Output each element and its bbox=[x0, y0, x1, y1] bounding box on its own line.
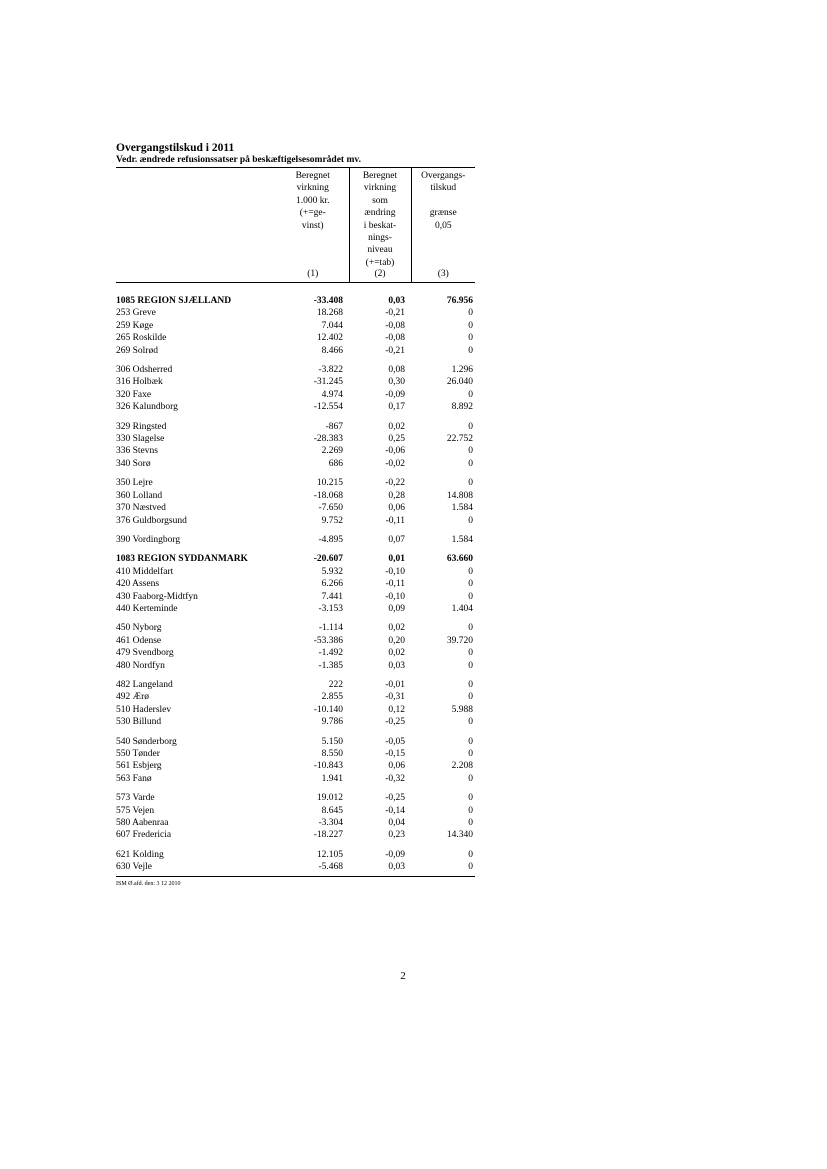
table-row bbox=[116, 376, 475, 388]
column-header-line: nings- bbox=[368, 233, 392, 244]
value-col3: 0 bbox=[468, 515, 473, 526]
municipality-name: 607 Fredericia bbox=[116, 830, 172, 841]
value-col1: -3.304 bbox=[318, 818, 343, 829]
value-col3: 0 bbox=[468, 308, 473, 319]
table-row bbox=[116, 805, 475, 817]
municipality-name: 370 Næstved bbox=[116, 503, 166, 514]
table-row bbox=[116, 345, 475, 357]
municipality-name: 540 Sønderborg bbox=[116, 736, 177, 747]
table-header-row bbox=[116, 168, 475, 283]
table-row bbox=[116, 691, 475, 703]
table-row bbox=[116, 414, 475, 433]
table-row bbox=[116, 470, 475, 489]
value-col1: -867 bbox=[325, 421, 343, 432]
municipality-name: 550 Tønder bbox=[116, 749, 160, 759]
column-header-line: 0,05 bbox=[434, 220, 452, 231]
value-col1: 5.932 bbox=[321, 566, 343, 577]
value-col1: 8.550 bbox=[321, 749, 343, 759]
value-col3: 0 bbox=[468, 591, 473, 602]
value-col3: 0 bbox=[468, 818, 473, 829]
value-col1: -31.245 bbox=[313, 377, 343, 388]
value-col3: 0 bbox=[468, 579, 473, 590]
header-blank-cell bbox=[116, 168, 277, 283]
value-col2: -0,11 bbox=[385, 579, 405, 590]
value-col1: -18.227 bbox=[313, 830, 343, 841]
municipality-name: 580 Aabenraa bbox=[116, 818, 169, 829]
table-row bbox=[116, 660, 475, 672]
municipality-name: 1083 REGION SYDDANMARK bbox=[116, 554, 248, 565]
value-col3: 0 bbox=[468, 345, 473, 356]
value-col1: 2.855 bbox=[321, 692, 343, 703]
value-col1: -18.068 bbox=[313, 490, 343, 501]
table-row bbox=[116, 773, 475, 785]
value-col1: -10.140 bbox=[313, 704, 343, 715]
value-col1: -5.468 bbox=[277, 861, 349, 876]
value-col1: -7.650 bbox=[318, 503, 343, 514]
municipality-name: 336 Stevns bbox=[116, 446, 158, 457]
value-col1: -12.554 bbox=[313, 402, 343, 413]
table-row bbox=[116, 842, 475, 861]
value-col1: 7.441 bbox=[321, 591, 343, 602]
value-col2: -0,25 bbox=[385, 793, 405, 804]
value-col3: 8.892 bbox=[451, 402, 473, 413]
region-total-row bbox=[116, 283, 475, 308]
value-col2: 0,17 bbox=[388, 402, 405, 413]
value-col1: 12.105 bbox=[316, 849, 343, 860]
value-col3: 5.988 bbox=[451, 704, 473, 715]
value-col1: -1.114 bbox=[318, 623, 343, 634]
value-col2: 0,20 bbox=[388, 635, 405, 646]
value-col1: 10.215 bbox=[316, 478, 343, 489]
table-row bbox=[116, 490, 475, 502]
value-col2: -0,25 bbox=[385, 717, 405, 728]
value-col2: 0,06 bbox=[388, 761, 405, 772]
municipality-name: 563 Fanø bbox=[116, 773, 152, 784]
table-row bbox=[116, 748, 475, 760]
value-col3: 1.584 bbox=[451, 503, 473, 514]
table-row bbox=[116, 817, 475, 829]
column-header-line: niveau bbox=[367, 245, 393, 256]
municipality-name: 450 Nyborg bbox=[116, 623, 162, 634]
value-col2: 0,01 bbox=[388, 554, 405, 565]
value-col2: -0,31 bbox=[385, 692, 405, 703]
value-col3: 0 bbox=[468, 446, 473, 457]
value-col1: -3.153 bbox=[318, 603, 343, 614]
municipality-name: 621 Kolding bbox=[116, 849, 164, 860]
value-col1: 6.266 bbox=[321, 579, 343, 590]
value-col2: 0,23 bbox=[388, 830, 405, 841]
municipality-name: 350 Lejre bbox=[116, 478, 153, 489]
value-col2: 0,03 bbox=[349, 861, 411, 876]
table-row bbox=[116, 389, 475, 401]
data-table bbox=[116, 167, 475, 877]
value-col1: -1.492 bbox=[318, 648, 343, 659]
municipality-name: 410 Middelfart bbox=[116, 566, 174, 577]
value-col2: 0,06 bbox=[388, 503, 405, 514]
table-row bbox=[116, 591, 475, 603]
column-header-3 bbox=[411, 168, 475, 283]
value-col1: -53.386 bbox=[313, 635, 343, 646]
value-col2: 0,09 bbox=[388, 603, 405, 614]
value-col2: 0,04 bbox=[388, 818, 405, 829]
municipality-name: 440 Kerteminde bbox=[116, 603, 178, 614]
value-col2: 0,28 bbox=[388, 490, 405, 501]
municipality-name: 630 Vejle bbox=[116, 861, 277, 876]
value-col1: 4.974 bbox=[321, 389, 343, 400]
page-number: 2 bbox=[400, 970, 406, 982]
value-col3: 0 bbox=[468, 478, 473, 489]
value-col2: -0,10 bbox=[385, 566, 405, 577]
column-header-line: vinst) bbox=[301, 220, 324, 231]
value-col3: 0 bbox=[468, 679, 473, 690]
value-col1: -28.383 bbox=[313, 434, 343, 445]
table-row bbox=[116, 401, 475, 413]
column-header-line: som bbox=[372, 195, 388, 206]
table-row bbox=[116, 704, 475, 716]
value-col3: 0 bbox=[468, 717, 473, 728]
value-col3: 14.808 bbox=[446, 490, 473, 501]
column-header-line: virkning bbox=[296, 183, 329, 194]
value-col1: -33.408 bbox=[313, 296, 343, 306]
municipality-name: 390 Vordingborg bbox=[116, 534, 181, 545]
column-number: (2) bbox=[374, 268, 386, 279]
value-col2: 0,02 bbox=[388, 421, 405, 432]
value-col3: 0 bbox=[468, 648, 473, 659]
table-row bbox=[116, 672, 475, 691]
value-col2: -0,21 bbox=[385, 308, 405, 319]
municipality-name: 306 Odsherred bbox=[116, 365, 173, 376]
value-col2: -0,08 bbox=[385, 320, 405, 331]
column-header-line: ændring bbox=[364, 208, 396, 219]
municipality-name: 360 Lolland bbox=[116, 490, 163, 501]
value-col2: -0,15 bbox=[385, 749, 405, 759]
value-col2: 0,03 bbox=[388, 660, 405, 671]
column-number: (1) bbox=[307, 268, 319, 279]
document bbox=[116, 142, 475, 888]
footnote: ISM Ø.afd. den: 3 12 2010 bbox=[116, 880, 181, 887]
table-row bbox=[116, 502, 475, 514]
municipality-name: 561 Esbjerg bbox=[116, 761, 162, 772]
value-col3: 0 bbox=[468, 389, 473, 400]
value-col3: 0 bbox=[468, 623, 473, 634]
value-col2: -0,32 bbox=[385, 773, 405, 784]
table-row bbox=[116, 603, 475, 615]
value-col1: -3.822 bbox=[318, 365, 343, 376]
value-col3: 26.040 bbox=[446, 377, 473, 388]
value-col3: 0 bbox=[468, 736, 473, 747]
municipality-name: 575 Vejen bbox=[116, 805, 155, 816]
value-col1: -20.607 bbox=[313, 554, 343, 565]
table-row bbox=[116, 566, 475, 578]
value-col1: -10.843 bbox=[313, 761, 343, 772]
value-col3: 0 bbox=[468, 793, 473, 804]
value-col3: 0 bbox=[468, 692, 473, 703]
value-col3: 1.296 bbox=[451, 365, 473, 376]
table-row bbox=[116, 307, 475, 319]
value-col3: 0 bbox=[468, 660, 473, 671]
value-col3: 76.956 bbox=[446, 296, 473, 306]
value-col2: 0,07 bbox=[388, 534, 405, 545]
value-col2: -0,09 bbox=[385, 389, 405, 400]
value-col3: 0 bbox=[468, 805, 473, 816]
municipality-name: 320 Faxe bbox=[116, 389, 152, 400]
value-col3: 0 bbox=[468, 421, 473, 432]
value-col2: -0,22 bbox=[385, 478, 405, 489]
value-col2: -0,01 bbox=[385, 679, 405, 690]
municipality-name: 430 Faaborg-Midtfyn bbox=[116, 591, 198, 602]
table-row bbox=[116, 515, 475, 527]
column-header-line: virkning bbox=[363, 183, 397, 194]
table-row bbox=[116, 332, 475, 344]
municipality-name: 1085 REGION SJÆLLAND bbox=[116, 296, 232, 306]
table-row bbox=[116, 716, 475, 728]
value-col3: 0 bbox=[468, 773, 473, 784]
value-col1: 7.044 bbox=[321, 320, 343, 331]
table-row bbox=[116, 647, 475, 659]
value-col2: 0,02 bbox=[388, 648, 405, 659]
value-col1: 9.752 bbox=[321, 515, 343, 526]
municipality-name: 330 Slagelse bbox=[116, 434, 165, 445]
document-subtitle: Vedr. ændrede refusionssatser på beskæftigelsesområdet mv. bbox=[116, 155, 361, 165]
value-col2: -0,02 bbox=[385, 458, 405, 469]
value-col1: 18.268 bbox=[316, 308, 343, 319]
value-col1: 19.012 bbox=[316, 793, 343, 804]
column-header-line: Beregnet bbox=[295, 171, 330, 181]
value-col1: 222 bbox=[328, 679, 343, 690]
table-row bbox=[116, 760, 475, 772]
table-row bbox=[116, 615, 475, 634]
column-header-line: i beskat- bbox=[363, 220, 397, 231]
document-title: Overgangstilskud i 2011 bbox=[116, 142, 235, 154]
municipality-name: 573 Varde bbox=[116, 793, 155, 804]
value-col3: 0 bbox=[468, 333, 473, 344]
value-col2: 0,03 bbox=[388, 296, 405, 306]
municipality-name: 259 Køge bbox=[116, 320, 154, 331]
value-col2: -0,21 bbox=[385, 345, 405, 356]
value-col2: 0,25 bbox=[388, 434, 405, 445]
value-col3: 63.660 bbox=[446, 554, 473, 565]
value-col3: 39.720 bbox=[446, 635, 473, 646]
municipality-name: 482 Langeland bbox=[116, 679, 173, 690]
value-col1: 12.402 bbox=[316, 333, 343, 344]
value-col3: 0 bbox=[468, 320, 473, 331]
value-col1: 1.941 bbox=[321, 773, 343, 784]
municipality-name: 253 Greve bbox=[116, 308, 156, 319]
value-col2: -0,14 bbox=[385, 805, 405, 816]
column-header-2 bbox=[349, 168, 411, 283]
value-col3: 0 bbox=[411, 861, 475, 876]
column-header-line: grænse bbox=[429, 208, 457, 219]
column-header-line: (+=ge- bbox=[299, 208, 326, 219]
table-row bbox=[116, 829, 475, 841]
table-row bbox=[116, 785, 475, 804]
value-col1: -1.385 bbox=[318, 660, 343, 671]
municipality-name: 492 Ærø bbox=[116, 692, 149, 703]
table-row bbox=[116, 527, 475, 546]
value-col1: 5.150 bbox=[321, 736, 343, 747]
municipality-name: 420 Assens bbox=[116, 579, 160, 590]
column-number: (3) bbox=[437, 268, 449, 279]
column-header-line: Beregnet bbox=[362, 171, 398, 181]
column-header-1 bbox=[277, 168, 349, 283]
municipality-name: 316 Holbæk bbox=[116, 377, 163, 388]
table-row bbox=[116, 635, 475, 647]
table-row bbox=[116, 445, 475, 457]
value-col2: -0,08 bbox=[385, 333, 405, 344]
value-col1: 2.269 bbox=[321, 446, 343, 457]
value-col1: 9.786 bbox=[321, 717, 343, 728]
value-col2: -0,10 bbox=[385, 591, 405, 602]
value-col1: -4.895 bbox=[318, 534, 343, 545]
value-col3: 22.752 bbox=[446, 434, 473, 445]
value-col1: 8.466 bbox=[321, 345, 343, 356]
table-row bbox=[116, 729, 475, 748]
table-row bbox=[116, 320, 475, 332]
municipality-name: 269 Solrød bbox=[116, 345, 158, 356]
value-col2: 0,12 bbox=[388, 704, 405, 715]
value-col1: 686 bbox=[328, 458, 343, 469]
table-row bbox=[116, 357, 475, 376]
column-header-line bbox=[412, 195, 476, 207]
municipality-name: 265 Roskilde bbox=[116, 333, 167, 344]
value-col3: 0 bbox=[468, 566, 473, 577]
table-row bbox=[116, 861, 475, 876]
value-col2: -0,09 bbox=[385, 849, 405, 860]
municipality-name: 329 Ringsted bbox=[116, 421, 167, 432]
value-col2: 0,30 bbox=[388, 377, 405, 388]
value-col2: -0,11 bbox=[385, 515, 405, 526]
table-row bbox=[116, 578, 475, 590]
municipality-name: 326 Kalundborg bbox=[116, 402, 178, 413]
value-col1: 8.645 bbox=[321, 805, 343, 816]
value-col2: -0,06 bbox=[385, 446, 405, 457]
value-col3: 2.208 bbox=[451, 761, 473, 772]
value-col2: 0,02 bbox=[388, 623, 405, 634]
municipality-name: 480 Nordfyn bbox=[116, 660, 165, 671]
column-header-line: Overgangs- bbox=[421, 171, 466, 181]
column-header-line: tilskud bbox=[430, 183, 457, 194]
municipality-name: 376 Guldborgsund bbox=[116, 515, 187, 526]
value-col3: 14.340 bbox=[446, 830, 473, 841]
value-col2: -0,05 bbox=[385, 736, 405, 747]
region-total-row bbox=[116, 546, 475, 565]
municipality-name: 479 Svendborg bbox=[116, 648, 174, 659]
table-row bbox=[116, 433, 475, 445]
value-col3: 1.584 bbox=[451, 534, 473, 545]
value-col3: 1.404 bbox=[451, 603, 473, 614]
municipality-name: 340 Sorø bbox=[116, 458, 151, 469]
value-col3: 0 bbox=[468, 749, 473, 759]
municipality-name: 510 Haderslev bbox=[116, 704, 172, 715]
column-header-line: (+=tab) bbox=[365, 257, 395, 268]
value-col3: 0 bbox=[468, 849, 473, 860]
municipality-name: 530 Billund bbox=[116, 717, 162, 728]
municipality-name: 461 Odense bbox=[116, 635, 162, 646]
value-col2: 0,08 bbox=[388, 365, 405, 376]
table-row bbox=[116, 458, 475, 470]
value-col3: 0 bbox=[468, 458, 473, 469]
column-header-line: 1.000 kr. bbox=[295, 195, 330, 206]
